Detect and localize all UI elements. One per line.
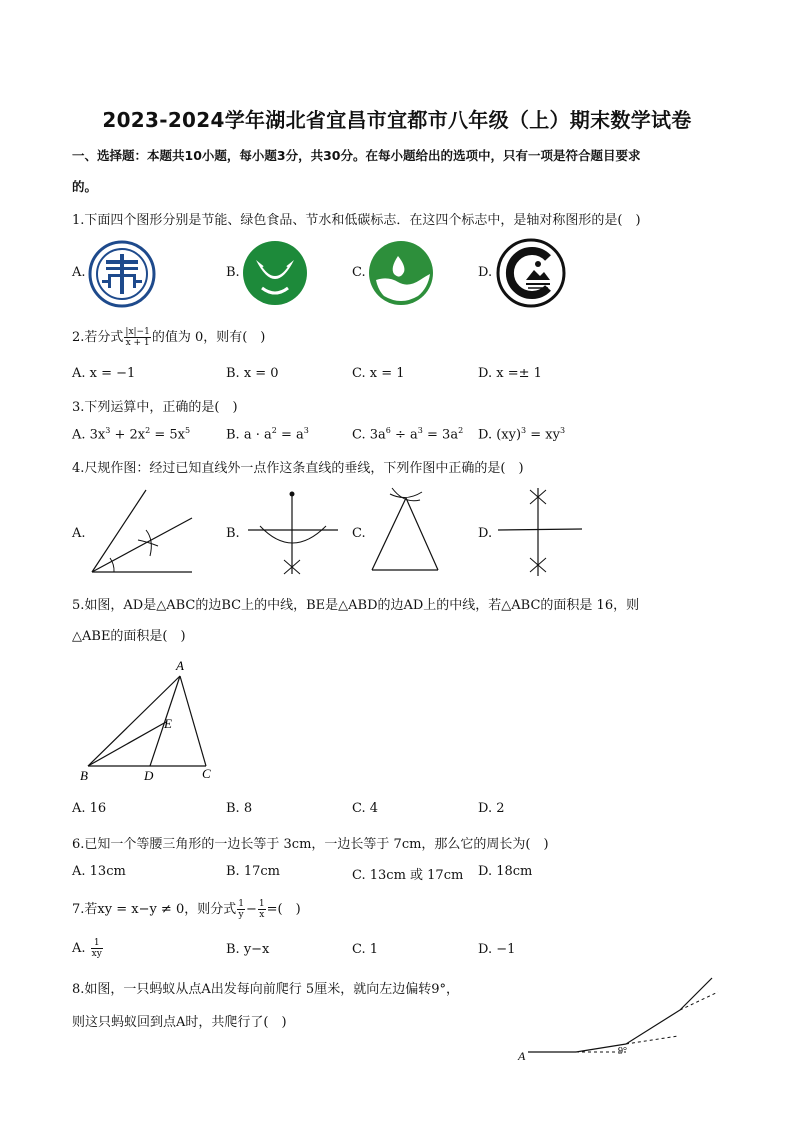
q4-figure-a (88, 486, 198, 578)
q3c-part: = 3a (422, 427, 459, 443)
energy-saving-logo (88, 240, 156, 308)
question-2-stem (72, 326, 265, 348)
q7a-denominator: xy (91, 949, 102, 959)
q7-f2-numerator: 1 (258, 899, 265, 909)
q3b-exp: 2 (271, 426, 277, 435)
q3-option-c (352, 426, 463, 442)
q3d-exp: 3 (521, 426, 527, 435)
q3d-part: = xy (526, 427, 560, 443)
question-5-stem: 5.如图，AD是△ABC的边BC上的中线，BE是△ABD的边AD上的中线，若△ABC的面积是 16，则 (72, 598, 640, 613)
angle-label: 9° (618, 1046, 627, 1057)
q7-option-b: B. y−x (226, 942, 270, 957)
q3a-part: + 2x (110, 427, 146, 443)
question-5-stem-cont: △ABE的面积是( ) (72, 629, 186, 644)
q3c-exp: 6 (385, 426, 391, 435)
q7-option-a (72, 938, 104, 959)
q7-option-d: D. −1 (478, 942, 516, 957)
q4-option-b-label: B. (226, 526, 240, 541)
point-c-label: C (202, 766, 211, 781)
point-a-label: A (176, 658, 184, 673)
q4-option-a-label: A. (72, 526, 86, 541)
q5-option-d: D. 2 (478, 801, 505, 816)
q3b-exp: 3 (303, 426, 309, 435)
q7-f1-numerator: 1 (238, 899, 244, 909)
q6-option-b: B. 17cm (226, 864, 280, 879)
point-b-label: B (80, 768, 88, 783)
q2-option-a: A. x = −1 (72, 366, 136, 381)
water-saving-logo (368, 240, 434, 306)
q7-text-post: =( ) (266, 902, 301, 917)
q6-option-d: D. 18cm (478, 864, 533, 879)
q1-option-c-label: C. (352, 265, 366, 280)
point-a-label: A (518, 1049, 526, 1063)
q2-text-post: 的值为 0，则有( ) (151, 330, 266, 345)
q3a-part: = 5x (150, 427, 185, 443)
question-4-stem: 4.尺规作图：经过已知直线外一点作这条直线的垂线，下列作图中正确的是( ) (72, 461, 524, 476)
low-carbon-logo (496, 238, 566, 308)
q2-text-pre: 2.若分式 (72, 330, 124, 345)
question-1-stem: 1.下面四个图形分别是节能、绿色食品、节水和低碳标志．在这四个标志中，是轴对称图形的是( ) (72, 213, 641, 228)
green-food-logo (242, 240, 308, 306)
q8-ant-path-figure (514, 974, 724, 1064)
q2-fraction-denominator: x + 1 (125, 338, 150, 348)
q3b-part: = a (276, 427, 304, 443)
q6-option-c: C. 13cm 或 17cm (352, 868, 464, 883)
q7a-numerator: 1 (91, 938, 103, 949)
q1-option-b-label: B. (226, 265, 240, 280)
q7-minus: − (245, 902, 257, 917)
q3a-exp: 3 (105, 426, 111, 435)
question-8-stem: 8.如图，一只蚂蚁从点A出发每向前爬行 5厘米，就向左边偏转9°， (72, 982, 459, 997)
q4-figure-c (368, 486, 448, 578)
q2-option-b: B. x = 0 (226, 366, 279, 381)
q4-option-c-label: C. (352, 526, 366, 541)
q7a-label: A. (72, 941, 86, 956)
question-6-stem: 6.已知一个等腰三角形的一边长等于 3cm，一边长等于 7cm，那么它的周长为( ) (72, 837, 549, 852)
q3a-exp: 2 (145, 426, 151, 435)
q5-triangle-figure (78, 656, 228, 786)
q2-option-d: D. x =± 1 (478, 366, 542, 381)
q3a-exp: 5 (184, 426, 191, 435)
q2-fraction-numerator: |x|−1 (125, 327, 150, 337)
q5-option-c: C. 4 (352, 801, 379, 816)
q3c-part: C. 3a (352, 427, 386, 443)
q4-figure-d (494, 484, 586, 580)
q3d-exp: 3 (559, 426, 566, 435)
section-heading: 一、选择题：本题共10小题，每小题3分，共30分。在每小题给出的选项中，只有一项是符合题目要求 (72, 148, 641, 163)
q5-option-a: A. 16 (72, 801, 107, 816)
q7-f1-denominator: y (238, 910, 244, 920)
q3c-part: ÷ a (390, 427, 418, 443)
q6-option-a: A. 13cm (72, 864, 126, 879)
question-3-stem: 3.下列运算中，正确的是( ) (72, 400, 238, 415)
q2-fraction (124, 327, 150, 348)
q3c-exp: 3 (417, 426, 423, 435)
q2-option-c: C. x = 1 (352, 366, 405, 381)
q3-option-b (226, 426, 309, 442)
q1-option-d-label: D. (478, 265, 493, 280)
q7-fraction-2 (258, 899, 266, 920)
q7-f2-denominator: x (259, 910, 265, 920)
page-title: 2023-2024学年湖北省宜昌市宜都市八年级（上）期末数学试卷 (102, 108, 692, 132)
point-e-label: E (164, 716, 172, 731)
q3c-exp: 2 (458, 426, 464, 435)
section-heading-cont: 的。 (72, 179, 98, 194)
q3-option-a (72, 426, 190, 442)
q7-option-c: C. 1 (352, 942, 379, 957)
point-d-label: D (144, 768, 154, 783)
q7-text-pre: 7.若xy = x−y ≠ 0，则分式 (72, 902, 237, 917)
q3d-part: D. (xy) (478, 427, 522, 443)
q7a-fraction (91, 938, 103, 959)
q3-option-d (478, 426, 565, 442)
q3b-part: B. a · a (226, 427, 272, 443)
question-7-stem (72, 898, 301, 920)
q4-figure-b (244, 486, 340, 578)
question-8-stem-cont: 则这只蚂蚁回到点A时，共爬行了( ) (72, 1015, 287, 1030)
q4-option-d-label: D. (478, 526, 493, 541)
q1-option-a-label: A. (72, 265, 86, 280)
q3a-part: A. 3x (72, 427, 106, 443)
q7-fraction-1 (237, 899, 245, 920)
q5-option-b: B. 8 (226, 801, 253, 816)
